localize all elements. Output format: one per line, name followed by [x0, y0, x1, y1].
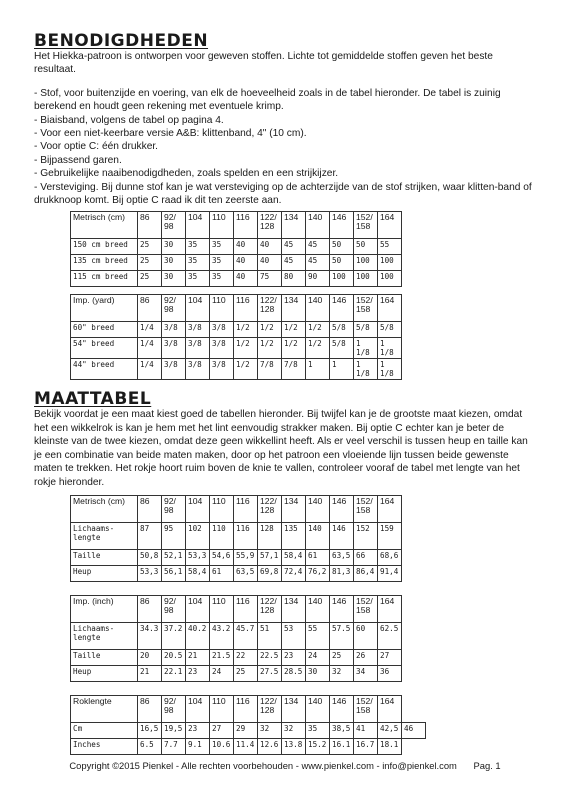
table-cell: 30 [306, 665, 330, 681]
header-cell: 152/ 158 [354, 295, 378, 322]
table-cell: 66 [354, 549, 378, 565]
table-cell: 100 [378, 271, 402, 287]
table-cell: 40 [258, 239, 282, 255]
table-row [71, 665, 402, 681]
table-cell: 37.2 [162, 622, 186, 649]
table-cell: 86,4 [354, 565, 378, 581]
header-cell: 116 [234, 695, 258, 722]
table-cell: 45 [306, 239, 330, 255]
table-cell: 3/8 [162, 322, 186, 338]
table-cell: 40 [258, 255, 282, 271]
maattabel-paragraph: Bekijk voordat je een maat kiest goed de tabellen hieronder. Bij twijfel kan je de grootste maat kiezen, omdat het een wikkelrok is kan je hem met het lint eenvoudig strakker maken. Bij optie C echter kan je beter de kleinste van de twee kiezen, omdat deze geen wikkellint heeft. Als er veel verschil is tussen heup en taille kan je een combinatie van beide maten maken, door op het patroon een vloeiende lijn tussen beide gewenste maten te trekken. Het rokje hoort ruim boven de knie te vallen, controleer vooraf de tabel met lengte van het rokje hieronder. [34, 409, 528, 488]
table-cell: 35 [306, 722, 330, 738]
header-cell: 92/ 98 [162, 212, 186, 239]
table-cell: 116 [234, 522, 258, 549]
table-cell: 100 [330, 271, 354, 287]
size-metric-table [70, 495, 402, 582]
table-cell: 53,3 [186, 549, 210, 565]
table-cell: 7/8 [258, 359, 282, 380]
table-row [71, 239, 402, 255]
document-page [34, 32, 534, 755]
table-cell: 68,6 [378, 549, 402, 565]
table-cell: 13.8 [282, 738, 306, 754]
table-cell: 1/4 [138, 338, 162, 359]
table-header-row [71, 295, 402, 322]
table-cell: 23 [186, 665, 210, 681]
table-cell: 1/4 [138, 322, 162, 338]
header-cell: 110 [210, 295, 234, 322]
table-cell: 1/2 [258, 338, 282, 359]
table-cell: 60 [354, 622, 378, 649]
table-cell: 62.5 [378, 622, 402, 649]
table-cell: 40 [234, 255, 258, 271]
row-label-cell: 115 cm breed [71, 271, 138, 287]
table-cell: 81,3 [330, 565, 354, 581]
table-cell: 50 [330, 239, 354, 255]
table-cell: 1 1/8 [354, 338, 378, 359]
header-cell: 110 [210, 212, 234, 239]
header-cell: Metrisch (cm) [71, 495, 138, 522]
table-cell: 102 [186, 522, 210, 549]
table-row [71, 322, 402, 338]
table-cell: 46 [402, 722, 426, 738]
table-cell: 57.5 [330, 622, 354, 649]
list-item: - Voor een niet-keerbare versie A&B: klittenband, 4" (10 cm). [34, 128, 307, 140]
table-cell: 23 [282, 649, 306, 665]
table-cell: 41 [354, 722, 378, 738]
table-cell: 28.5 [282, 665, 306, 681]
table-cell: 22.5 [258, 649, 282, 665]
table-cell: 75 [258, 271, 282, 287]
table-cell: 110 [210, 522, 234, 549]
table-row [71, 549, 402, 565]
list-item: - Biaisband, volgens de tabel op pagina 4. [34, 114, 224, 126]
table-cell: 35 [186, 271, 210, 287]
table-cell: 146 [330, 522, 354, 549]
table-cell: 55 [378, 239, 402, 255]
table-cell: 57,1 [258, 549, 282, 565]
table-cell: 159 [378, 522, 402, 549]
table-cell: 45 [282, 255, 306, 271]
header-cell: 86 [138, 212, 162, 239]
table-cell: 42,5 [378, 722, 402, 738]
table-cell: 3/8 [162, 338, 186, 359]
table-cell: 54,6 [210, 549, 234, 565]
list-item: - Versteviging. Bij dunne stof kan je wat versteviging op de achterzijde van de stof strijken, waar klitten-band of drukknoop komt. Bij optie C raad ik dit ten zeerste aan. [34, 181, 532, 207]
header-cell: 110 [210, 695, 234, 722]
table-cell: 58,4 [282, 549, 306, 565]
table-cell: 3/8 [210, 322, 234, 338]
table-cell: 35 [210, 239, 234, 255]
table-cell: 51 [258, 622, 282, 649]
table-cell: 3/8 [186, 338, 210, 359]
table-cell: 3/8 [210, 338, 234, 359]
table-row [71, 271, 402, 287]
table-cell: 23 [186, 722, 210, 738]
table-row [71, 738, 426, 754]
table-cell: 152 [354, 522, 378, 549]
table-cell: 95 [162, 522, 186, 549]
header-cell: 116 [234, 212, 258, 239]
section-title-maattabel: MAATTABEL [34, 389, 152, 410]
table-cell: 38,5 [330, 722, 354, 738]
header-cell: 122/ 128 [258, 695, 282, 722]
header-cell: 146 [330, 295, 354, 322]
header-cell: 104 [186, 212, 210, 239]
header-cell: 146 [330, 695, 354, 722]
table-cell: 16,5 [138, 722, 162, 738]
header-cell: 122/ 128 [258, 212, 282, 239]
table-row [71, 255, 402, 271]
list-item: - Stof, voor buitenzijde en voering, van elk de hoeveelheid zoals in de tabel hieronder. De tabel is zuinig berekend en houdt geen rekening met eventuele krimp. [34, 87, 501, 113]
header-cell: 104 [186, 495, 210, 522]
table-cell: 30 [162, 255, 186, 271]
table-cell: 18.1 [378, 738, 402, 754]
table-cell: 87 [138, 522, 162, 549]
table-row [71, 649, 402, 665]
header-cell: 140 [306, 212, 330, 239]
table-cell: 1/2 [306, 338, 330, 359]
table-cell: 50,8 [138, 549, 162, 565]
header-cell: 134 [282, 495, 306, 522]
table-cell: 5/8 [378, 322, 402, 338]
table-row [71, 722, 426, 738]
table-cell: 22.1 [162, 665, 186, 681]
table-cell: 90 [306, 271, 330, 287]
size-imperial-table [70, 595, 402, 682]
table-cell: 91,4 [378, 565, 402, 581]
table-cell: 11.4 [234, 738, 258, 754]
table-cell: 16.1 [330, 738, 354, 754]
table-cell: 40 [234, 239, 258, 255]
header-cell: 86 [138, 495, 162, 522]
table-cell: 61 [306, 549, 330, 565]
header-cell: 134 [282, 695, 306, 722]
table-row [71, 338, 402, 359]
table-cell: 40.2 [186, 622, 210, 649]
table-cell: 69,8 [258, 565, 282, 581]
table-cell: 27 [210, 722, 234, 738]
header-cell: 116 [234, 595, 258, 622]
header-cell: Imp. (yard) [71, 295, 138, 322]
table-cell: 53 [282, 622, 306, 649]
table-cell: 19,5 [162, 722, 186, 738]
table-cell: 72,4 [282, 565, 306, 581]
header-cell: 152/ 158 [354, 495, 378, 522]
row-label-cell: Heup [71, 565, 138, 581]
row-label-cell: Heup [71, 665, 138, 681]
table-cell: 3/8 [162, 359, 186, 380]
table-cell: 27 [378, 649, 402, 665]
table-cell: 21.5 [210, 649, 234, 665]
row-label-cell: Taille [71, 649, 138, 665]
header-cell: 92/ 98 [162, 495, 186, 522]
table-cell: 16.7 [354, 738, 378, 754]
table-cell: 1/2 [258, 322, 282, 338]
header-cell: 140 [306, 495, 330, 522]
header-cell: 140 [306, 695, 330, 722]
table-cell: 15.2 [306, 738, 330, 754]
header-cell: 92/ 98 [162, 295, 186, 322]
table-cell: 34 [354, 665, 378, 681]
table-cell: 100 [378, 255, 402, 271]
header-cell: 116 [234, 295, 258, 322]
row-label-cell: 150 cm breed [71, 239, 138, 255]
header-cell: 122/ 128 [258, 495, 282, 522]
table-cell: 61 [210, 565, 234, 581]
table-cell: 35 [186, 239, 210, 255]
table-cell: 25 [138, 239, 162, 255]
header-cell: 92/ 98 [162, 595, 186, 622]
fabric-metric-table [70, 211, 402, 287]
row-label-cell: 135 cm breed [71, 255, 138, 271]
list-item: - Gebruikelijke naaibenodigdheden, zoals spelden en een strijkijzer. [34, 168, 339, 180]
skirt-length-table [70, 695, 426, 755]
header-cell: 164 [378, 295, 402, 322]
table-cell: 5/8 [354, 322, 378, 338]
table-cell: 43.2 [210, 622, 234, 649]
table-cell: 5/8 [330, 322, 354, 338]
header-cell: 86 [138, 595, 162, 622]
table-header-row [71, 695, 426, 722]
supplies-list [34, 87, 534, 208]
table-cell: 24 [210, 665, 234, 681]
table-cell: 25 [138, 255, 162, 271]
table-cell: 1/2 [282, 338, 306, 359]
table-cell: 24 [306, 649, 330, 665]
table-cell: 58,4 [186, 565, 210, 581]
row-label-cell: Lichaams- lengte [71, 622, 138, 649]
table-cell: 1 1/8 [378, 338, 402, 359]
header-cell: 164 [378, 695, 402, 722]
table-header-row [71, 212, 402, 239]
row-label-cell: Taille [71, 549, 138, 565]
table-cell: 52,1 [162, 549, 186, 565]
table-cell: 3/8 [186, 359, 210, 380]
table-cell: 25 [138, 271, 162, 287]
header-cell: 110 [210, 595, 234, 622]
table-header-row [71, 495, 402, 522]
table-cell: 135 [282, 522, 306, 549]
table-cell: 10.6 [210, 738, 234, 754]
header-cell: 146 [330, 495, 354, 522]
table-cell: 50 [330, 255, 354, 271]
table-cell: 45 [282, 239, 306, 255]
header-cell: 146 [330, 595, 354, 622]
table-cell: 21 [186, 649, 210, 665]
header-cell: 140 [306, 595, 330, 622]
table-cell: 1/4 [138, 359, 162, 380]
table-cell: 12.6 [258, 738, 282, 754]
table-cell: 45 [306, 255, 330, 271]
fabric-imperial-table [70, 294, 402, 380]
row-label-cell: Lichaams- lengte [71, 522, 138, 549]
table-cell: 53,3 [138, 565, 162, 581]
table-row [71, 565, 402, 581]
table-cell: 55,9 [234, 549, 258, 565]
table-cell: 20.5 [162, 649, 186, 665]
header-cell: 86 [138, 695, 162, 722]
table-cell: 32 [282, 722, 306, 738]
table-cell: 55 [306, 622, 330, 649]
table-cell: 26 [354, 649, 378, 665]
table-cell: 21 [138, 665, 162, 681]
table-cell: 30 [162, 239, 186, 255]
table-cell: 100 [354, 255, 378, 271]
table-cell: 32 [258, 722, 282, 738]
table-cell: 29 [234, 722, 258, 738]
table-cell: 34.3 [138, 622, 162, 649]
table-cell: 1/2 [234, 338, 258, 359]
header-cell: 164 [378, 595, 402, 622]
header-cell: 140 [306, 295, 330, 322]
table-cell: 140 [306, 522, 330, 549]
header-cell: Imp. (inch) [71, 595, 138, 622]
table-cell: 7/8 [282, 359, 306, 380]
row-label-cell: Cm [71, 722, 138, 738]
header-cell: 104 [186, 295, 210, 322]
row-label-cell: 60" breed [71, 322, 138, 338]
table-cell: 35 [186, 255, 210, 271]
table-cell: 25 [234, 665, 258, 681]
header-cell: 134 [282, 212, 306, 239]
table-cell: 100 [354, 271, 378, 287]
header-cell: Roklengte [71, 695, 138, 722]
table-cell: 35 [210, 255, 234, 271]
table-row [71, 359, 402, 380]
header-cell: 122/ 128 [258, 295, 282, 322]
header-cell: 152/ 158 [354, 212, 378, 239]
table-cell: 76,2 [306, 565, 330, 581]
header-cell: 164 [378, 495, 402, 522]
table-cell: 63,5 [234, 565, 258, 581]
header-cell: 116 [234, 495, 258, 522]
table-cell: 6.5 [138, 738, 162, 754]
header-cell: 86 [138, 295, 162, 322]
table-cell: 7.7 [162, 738, 186, 754]
list-item: - Voor optie C: één drukker. [34, 141, 159, 153]
table-cell: 1/2 [234, 322, 258, 338]
table-cell: 56,1 [162, 565, 186, 581]
table-header-row [71, 595, 402, 622]
table-cell: 45.7 [234, 622, 258, 649]
header-cell: 164 [378, 212, 402, 239]
table-cell: 1/2 [306, 322, 330, 338]
table-cell: 27.5 [258, 665, 282, 681]
table-cell: 36 [378, 665, 402, 681]
table-cell: 1 [330, 359, 354, 380]
table-cell: 40 [234, 271, 258, 287]
section-title-benodigdheden: BENODIGDHEDEN [34, 31, 209, 51]
page-number: Pag. 1 [473, 760, 501, 771]
page-footer [0, 760, 570, 771]
table-cell: 1/2 [282, 322, 306, 338]
header-cell: 104 [186, 595, 210, 622]
table-cell: 25 [330, 649, 354, 665]
table-cell: 1 1/8 [354, 359, 378, 380]
table-cell: 5/8 [330, 338, 354, 359]
table-row [71, 522, 402, 549]
header-cell: 134 [282, 295, 306, 322]
header-cell: 152/ 158 [354, 695, 378, 722]
table-cell: 3/8 [210, 359, 234, 380]
header-cell: 92/ 98 [162, 695, 186, 722]
table-cell: 3/8 [186, 322, 210, 338]
row-label-cell: Inches [71, 738, 138, 754]
copyright-text: Copyright ©2015 Pienkel - Alle rechten voorbehouden - www.pienkel.com - info@pienkel.com [69, 760, 457, 771]
list-item: - Bijpassend garen. [34, 154, 122, 166]
table-cell: 9.1 [186, 738, 210, 754]
table-cell: 1 1/8 [378, 359, 402, 380]
header-cell: 146 [330, 212, 354, 239]
header-cell: 122/ 128 [258, 595, 282, 622]
table-cell: 50 [354, 239, 378, 255]
table-cell: 32 [330, 665, 354, 681]
header-cell: 152/ 158 [354, 595, 378, 622]
table-cell: 1 [306, 359, 330, 380]
table-cell: 20 [138, 649, 162, 665]
table-cell: 80 [282, 271, 306, 287]
header-cell: Metrisch (cm) [71, 212, 138, 239]
table-row [71, 622, 402, 649]
header-cell: 134 [282, 595, 306, 622]
table-cell: 1/2 [234, 359, 258, 380]
header-cell: 104 [186, 695, 210, 722]
table-cell: 35 [210, 271, 234, 287]
table-cell: 128 [258, 522, 282, 549]
intro-paragraph: Het Hiekka-patroon is ontworpen voor geweven stoffen. Lichte tot gemiddelde stoffen geven het beste resultaat. [34, 51, 493, 76]
row-label-cell: 54" breed [71, 338, 138, 359]
table-cell: 30 [162, 271, 186, 287]
header-cell: 110 [210, 495, 234, 522]
table-cell: 22 [234, 649, 258, 665]
table-cell: 63,5 [330, 549, 354, 565]
row-label-cell: 44" breed [71, 359, 138, 380]
